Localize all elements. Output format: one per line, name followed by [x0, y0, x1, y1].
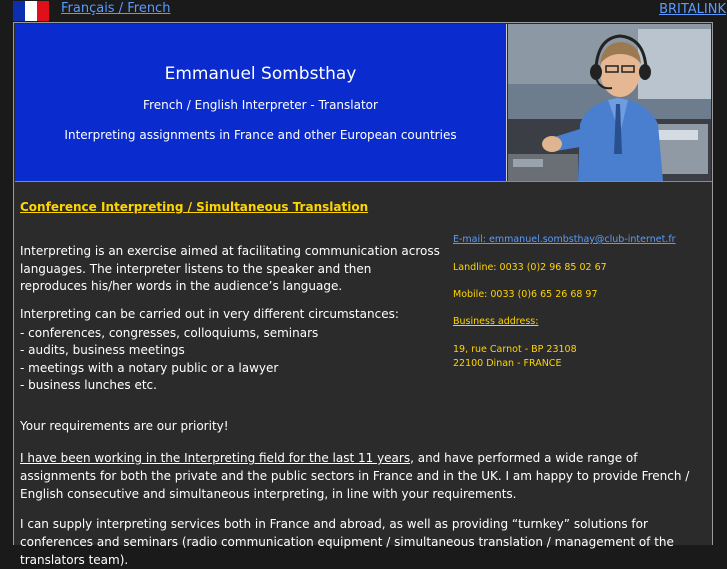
email-link[interactable]: E-mail: emmanuel.sombsthay@club-internet.fr — [453, 234, 676, 245]
top-bar — [0, 0, 727, 22]
list-item: - audits, business meetings — [20, 343, 185, 358]
header-divider — [15, 181, 712, 182]
services-list — [20, 325, 318, 394]
page-frame — [13, 22, 713, 567]
services-paragraph: I can supply interpreting services both in France and abroad, as well as providing “turnkey” solutions for conferences and seminars (radio communication equipment / simultaneous translation / management of the translators team). — [20, 517, 674, 567]
list-item: - meetings with a notary public or a lawyer — [20, 360, 279, 375]
header-banner — [15, 24, 507, 181]
page-title: Emmanuel Sombsthay — [164, 64, 357, 84]
page-description: Interpreting assignments in France and other European countries — [64, 128, 457, 142]
language-switch-link[interactable]: Français / French — [61, 1, 171, 16]
page-subtitle: French / English Interpreter - Translator — [143, 98, 378, 112]
address-line-2: 22100 Dinan - FRANCE — [453, 358, 562, 369]
britalink-link[interactable]: BRITALINK — [659, 2, 726, 17]
priority-text: Your requirements are our priority! — [20, 419, 229, 433]
interpreter-photo — [508, 24, 711, 181]
business-address-label: Business address: — [453, 316, 539, 327]
address-line-1: 19, rue Carnot - BP 23108 — [453, 344, 577, 355]
experience-paragraph — [20, 449, 710, 503]
experience-text: , and have performed a wide range of assignments for both the private and the public sectors in France and in the UK. I am happy to provide French / English consecutive and simultaneous interpreting, in line with your requirements. — [20, 451, 690, 501]
experience-link[interactable]: I have been working in the Interpreting field for the last 11 years — [20, 451, 411, 465]
section-title-link[interactable]: Conference Interpreting / Simultaneous Translation — [20, 200, 369, 214]
french-flag-icon[interactable] — [13, 1, 49, 21]
mobile-text: Mobile: 0033 (0)6 65 26 68 97 — [453, 289, 598, 300]
circumstances-paragraph: Interpreting can be carried out in very different circumstances: — [20, 307, 399, 321]
list-item: - conferences, congresses, colloquiums, seminars — [20, 326, 319, 340]
list-item: - business lunches etc. — [20, 377, 157, 392]
landline-text: Landline: 0033 (0)2 96 85 02 67 — [453, 262, 607, 273]
intro-paragraph: Interpreting is an exercise aimed at facilitating communication across languages. The interpreter listens to the speaker and then reproduces his/her words in the audience’s language. — [20, 244, 440, 293]
